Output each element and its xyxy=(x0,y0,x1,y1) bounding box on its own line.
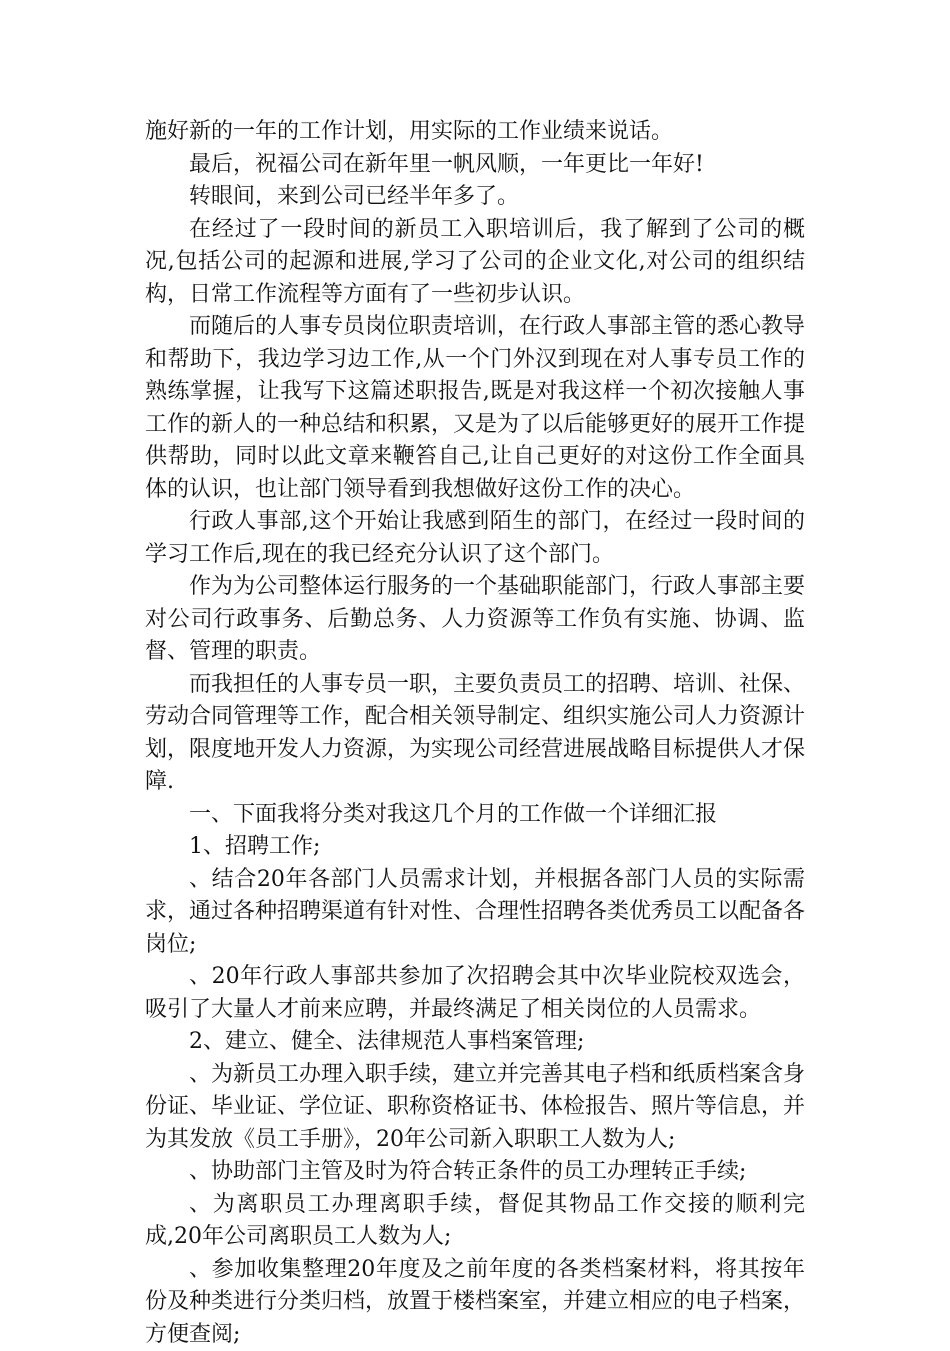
list-item: 、结合20年各部门人员需求计划，并根据各部门人员的实际需求，通过各种招聘渠道有针对性、合理性招聘各类优秀员工以配备各岗位; xyxy=(145,864,805,962)
paragraph: 转眼间，来到公司已经半年多了。 xyxy=(145,181,805,214)
list-item: 、为新员工办理入职手续，建立并完善其电子档和纸质档案含身份证、毕业证、学位证、职称资格证书、体检报告、照片等信息，并为其发放《员工手册》，20年公司新入职职工人数为人; xyxy=(145,1059,805,1157)
paragraph: 作为为公司整体运行服务的一个基础职能部门，行政人事部主要对公司行政事务、后勤总务、人力资源等工作负有实施、协调、监督、管理的职责。 xyxy=(145,571,805,669)
paragraph: 施好新的一年的工作计划，用实际的工作业绩来说话。 xyxy=(145,116,805,149)
paragraph: 行政人事部,这个开始让我感到陌生的部门，在经过一段时间的学习工作后,现在的我已经充分认识了这个部门。 xyxy=(145,506,805,571)
document-body xyxy=(145,116,805,1351)
subsection-heading: 2、建立、健全、法律规范人事档案管理; xyxy=(145,1026,805,1059)
subsection-heading: 1、招聘工作; xyxy=(145,831,805,864)
paragraph: 在经过了一段时间的新员工入职培训后，我了解到了公司的概况,包括公司的起源和进展,学习了公司的企业文化,对公司的组织结构，日常工作流程等方面有了一些初步认识。 xyxy=(145,214,805,312)
paragraph: 而随后的人事专员岗位职责培训，在行政人事部主管的悉心教导和帮助下，我边学习边工作,从一个门外汉到现在对人事专员工作的熟练掌握，让我写下这篇述职报告,既是对我这样一个初次接触人事工作的新人的一种总结和积累，又是为了以后能够更好的展开工作提供帮助，同时以此文章来鞭笞自己,让自己更好的对这份工作全面具体的认识，也让部门领导看到我想做好这份工作的决心。 xyxy=(145,311,805,506)
list-item: 、20年行政人事部共参加了次招聘会其中次毕业院校双选会，吸引了大量人才前来应聘，并最终满足了相关岗位的人员需求。 xyxy=(145,961,805,1026)
list-item: 、为离职员工办理离职手续，督促其物品工作交接的顺利完成,20年公司离职员工人数为人; xyxy=(145,1189,805,1254)
list-item: 、协助部门主管及时为符合转正条件的员工办理转正手续; xyxy=(145,1156,805,1189)
section-heading: 一、下面我将分类对我这几个月的工作做一个详细汇报 xyxy=(145,799,805,832)
paragraph: 而我担任的人事专员一职，主要负责员工的招聘、培训、社保、劳动合同管理等工作，配合相关领导制定、组织实施公司人力资源计划，限度地开发人力资源，为实现公司经营进展战略目标提供人才保障. xyxy=(145,669,805,799)
list-item: 、参加收集整理20年度及之前年度的各类档案材料，将其按年份及种类进行分类归档，放置于楼档案室，并建立相应的电子档案，方便查阅; xyxy=(145,1254,805,1351)
paragraph: 最后，祝福公司在新年里一帆风顺，一年更比一年好! xyxy=(145,149,805,182)
